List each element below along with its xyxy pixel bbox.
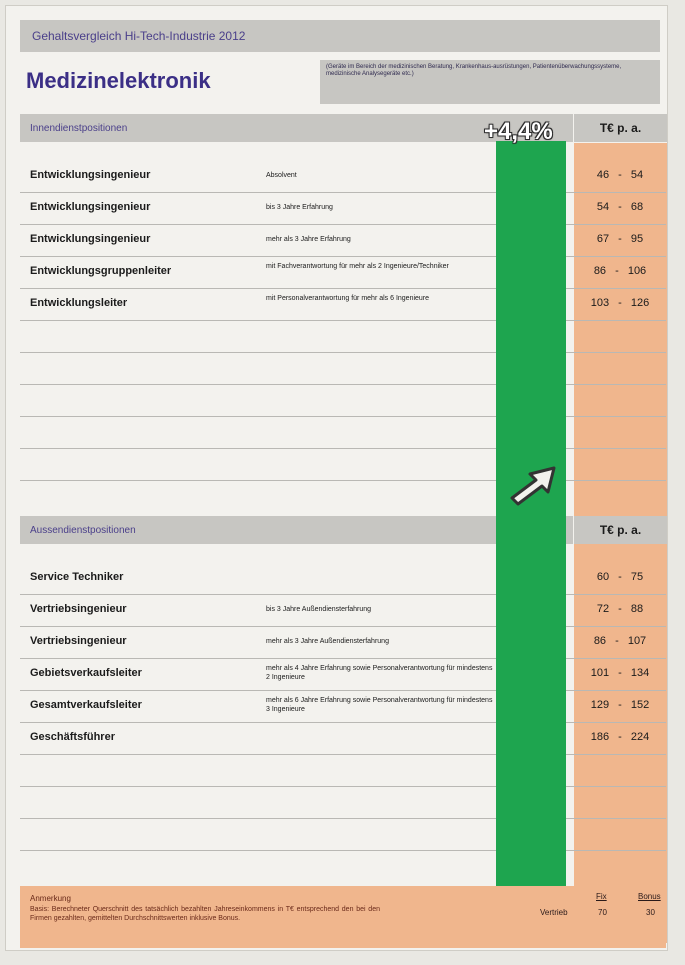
position-title: Entwicklungsingenieur bbox=[30, 233, 151, 245]
position-description: mehr als 3 Jahre Außendiensterfahrung bbox=[266, 638, 389, 645]
unit-header-inner: T€ p. a. bbox=[574, 114, 667, 142]
section-header-outer bbox=[20, 516, 573, 544]
salary-range: 46 - 54 bbox=[596, 169, 644, 181]
table-row bbox=[20, 562, 666, 595]
salary-range: 60 - 75 bbox=[596, 571, 644, 583]
arrow-up-right-icon bbox=[506, 458, 564, 506]
table-row bbox=[20, 658, 666, 691]
fix-label: Fix bbox=[596, 892, 607, 901]
row-divider bbox=[20, 416, 666, 417]
salary-range: 103 - 126 bbox=[590, 297, 650, 309]
page-title: Medizinelektronik bbox=[26, 68, 211, 93]
table-row bbox=[20, 256, 666, 289]
position-description: mehr als 6 Jahre Erfahrung sowie Personalverantwortung für mindestens 3 Ingenieure bbox=[266, 697, 493, 713]
position-title: Vertriebsingenieur bbox=[30, 635, 127, 647]
section-label-outer: Aussendienstpositionen bbox=[30, 525, 136, 536]
growth-bar bbox=[496, 141, 566, 886]
salary-range: 72 - 88 bbox=[596, 603, 644, 615]
table-row bbox=[20, 722, 666, 755]
growth-percent: +4,4% bbox=[484, 118, 553, 145]
bonus-label: Bonus bbox=[638, 892, 661, 901]
salary-sheet bbox=[6, 6, 667, 950]
row-divider bbox=[20, 818, 666, 819]
table-row bbox=[20, 192, 666, 225]
salary-range: 186 - 224 bbox=[590, 731, 650, 743]
position-title: Entwicklungsgruppenleiter bbox=[30, 265, 172, 277]
position-title: Geschäftsführer bbox=[30, 731, 115, 743]
row-divider bbox=[20, 786, 666, 787]
footer-text: Basis: Berechneter Querschnitt des tatsächlich bezahlten Jahreseinkommens in T€ entsprechend den bei den Firmen gezahlten, gemittelten Durchschnittswerten inklusive Bonus. bbox=[30, 906, 380, 922]
row-divider bbox=[20, 480, 666, 481]
row-divider bbox=[20, 352, 666, 353]
position-description: Absolvent bbox=[266, 172, 297, 179]
salary-range: 86 - 106 bbox=[593, 265, 647, 277]
table-row bbox=[20, 224, 666, 257]
salary-range: 67 - 95 bbox=[596, 233, 644, 245]
position-description: bis 3 Jahre Erfahrung bbox=[266, 204, 333, 211]
bonus-value: 30 bbox=[646, 908, 655, 917]
position-title: Gebietsverkaufsleiter bbox=[30, 667, 142, 679]
sheet-title: Gehaltsvergleich Hi-Tech-Industrie 2012 bbox=[32, 29, 246, 43]
position-description: mit Fachverantwortung für mehr als 2 Ingenieure/Techniker bbox=[266, 263, 449, 270]
position-title: Entwicklungsleiter bbox=[30, 297, 128, 309]
salary-range: 86 - 107 bbox=[593, 635, 647, 647]
footer-title: Anmerkung bbox=[30, 894, 71, 903]
table-row bbox=[20, 160, 666, 193]
position-title: Entwicklungsingenieur bbox=[30, 169, 151, 181]
position-title: Vertriebsingenieur bbox=[30, 603, 127, 615]
position-title: Entwicklungsingenieur bbox=[30, 201, 151, 213]
section-label-inner: Innendienstpositionen bbox=[30, 123, 128, 134]
position-description: bis 3 Jahre Außendiensterfahrung bbox=[266, 606, 372, 613]
position-title: Gesamtverkaufsleiter bbox=[30, 699, 142, 711]
position-description: mehr als 3 Jahre Erfahrung bbox=[266, 236, 351, 243]
table-row bbox=[20, 626, 666, 659]
position-description: mehr als 4 Jahre Erfahrung sowie Personalverantwortung für mindestens 2 Ingenieure bbox=[266, 665, 493, 681]
unit-header-outer: T€ p. a. bbox=[574, 516, 667, 544]
header-bar bbox=[20, 20, 660, 52]
row-divider bbox=[20, 448, 666, 449]
table-row bbox=[20, 690, 666, 723]
footer-note bbox=[20, 886, 666, 948]
salary-range: 101 - 134 bbox=[590, 667, 650, 679]
position-description: mit Personalverantwortung für mehr als 6 Ingenieure bbox=[266, 295, 430, 302]
row-divider bbox=[20, 384, 666, 385]
table-row bbox=[20, 288, 666, 321]
scope-note: (Geräte im Bereich der medizinischen Beratung, Krankenhaus-ausrüstungen, Patientenüberwachungssysteme, medizinische Analysegeräte etc.) bbox=[320, 60, 660, 104]
vertrieb-label: Vertrieb bbox=[540, 908, 568, 917]
table-row bbox=[20, 594, 666, 627]
fix-value: 70 bbox=[598, 908, 607, 917]
position-title: Service Techniker bbox=[30, 571, 124, 583]
salary-range: 54 - 68 bbox=[596, 201, 644, 213]
salary-range: 129 - 152 bbox=[590, 699, 650, 711]
row-divider bbox=[20, 850, 666, 851]
